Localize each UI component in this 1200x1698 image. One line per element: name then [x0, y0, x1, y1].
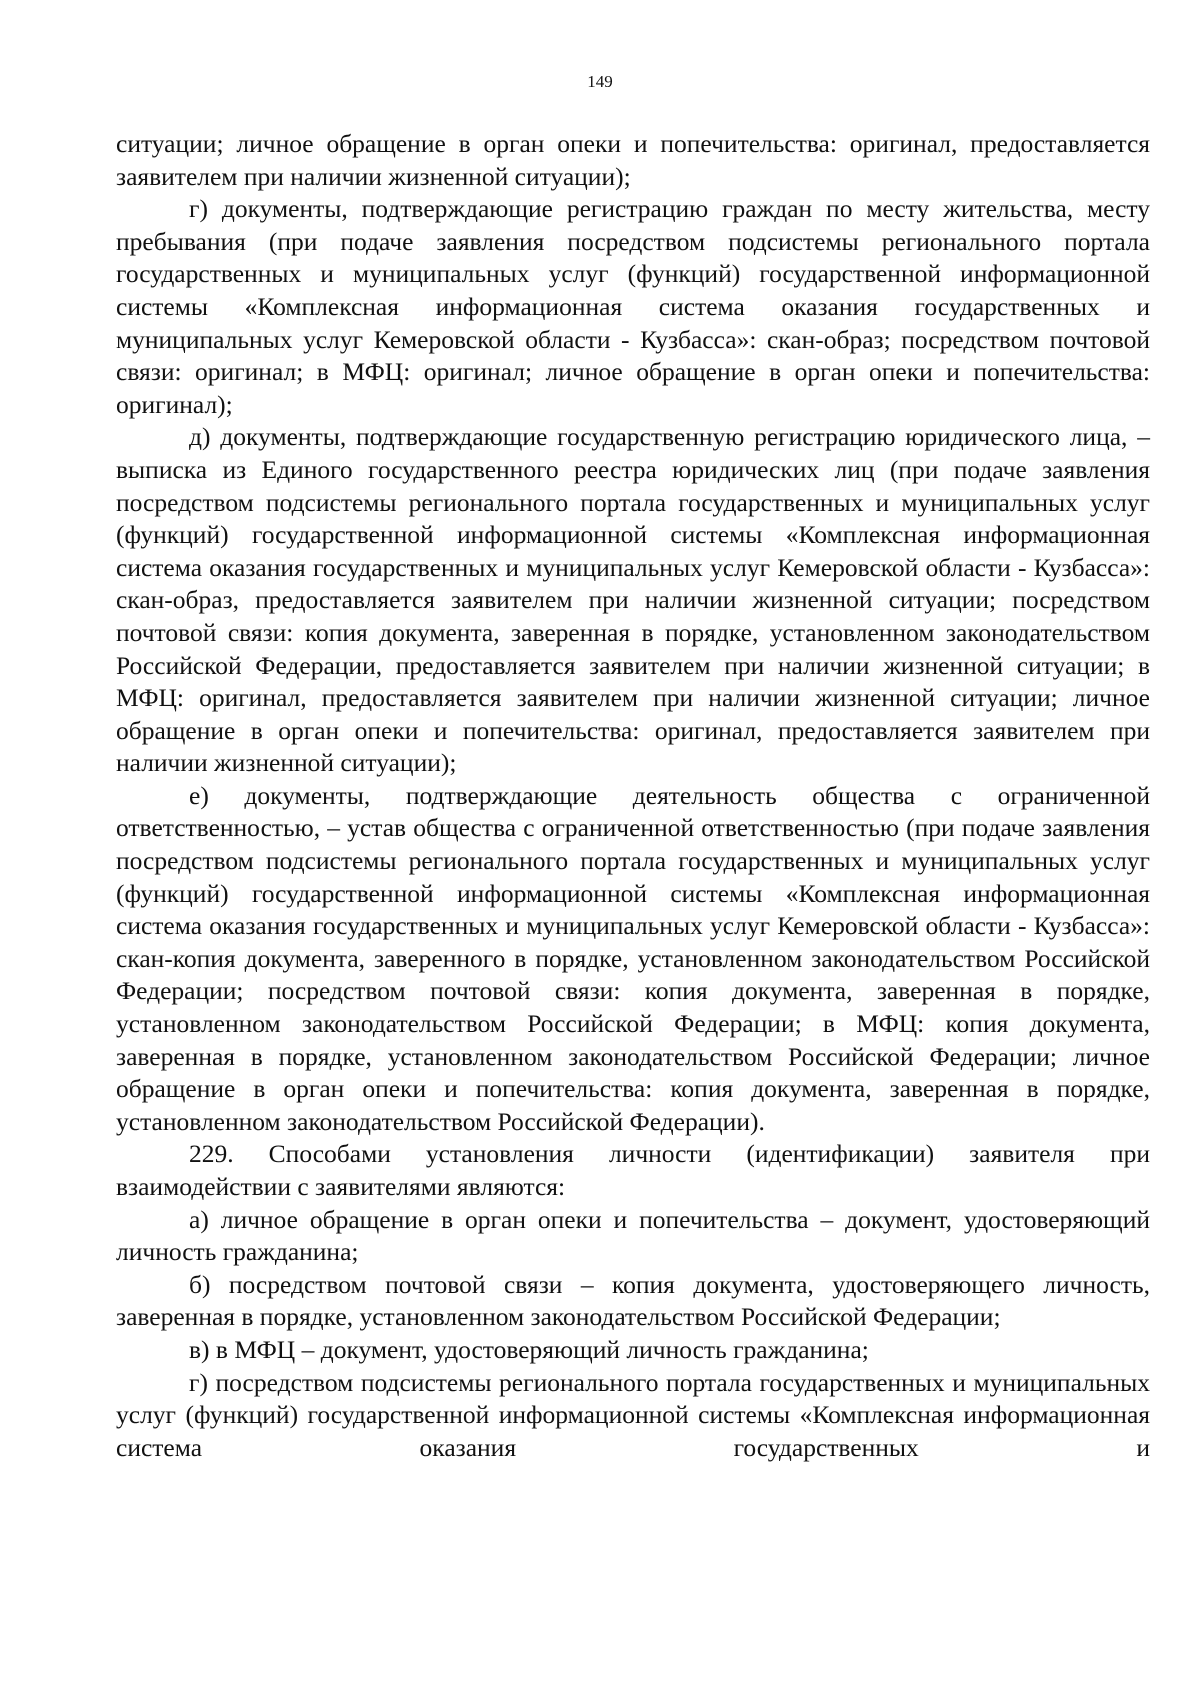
paragraph-item-b-postal: б) посредством почтовой связи – копия документа, удостоверяющего личность, заверенная в порядке, установленном законодательством Российской Федерации; — [116, 1269, 1150, 1332]
paragraph-item-g-registration: г) документы, подтверждающие регистрацию граждан по месту жительства, месту пребывания (при подаче заявления посредством подсистемы регионального портала государственных и муниципальных услуг (функций) государственной информационной системы «Комплексная информационная система оказания государственных и муниципальных услуг Кемеровской области - Кузбасса»: скан-образ; посредством почтовой связи: оригинал; в МФЦ: оригинал; личное обращение в орган опеки и попечительства: оригинал); — [116, 194, 1150, 419]
paragraph-item-e-llc-charter: е) документы, подтверждающие деятельность общества с ограниченной ответственностью, – устав общества с ограниченной ответственностью (при подаче заявления посредством подсистемы регионального портала государственных и муниципальных услуг (функций) государственной информационной системы «Комплексная информационная система оказания государственных и муниципальных услуг Кемеровской области - Кузбасса»: скан-копия документа, заверенного в порядке, установленном законодательством Российской Федерации; посредством почтовой связи: копия документа, заверенная в порядке, установленном законодательством Российской Федерации; в МФЦ: копия документа, заверенная в порядке, установленном законодательством Российской Федерации; личное обращение в орган опеки и попечительства: копия документа, заверенная в порядке, установленном законодательством Российской Федерации). — [116, 780, 1150, 1136]
paragraph-item-a-personal-visit: а) личное обращение в орган опеки и попечительства – документ, удостоверяющий личность гражданина; — [116, 1204, 1150, 1267]
paragraph-item-v-mfc: в) в МФЦ – документ, удостоверяющий личность гражданина; — [189, 1334, 869, 1364]
paragraph-229-identification: 229. Способами установления личности (идентификации) заявителя при взаимодействии с заявителями являются: — [116, 1139, 1150, 1201]
paragraph-item-d-legal-entity: д) документы, подтверждающие государственную регистрацию юридического лица, – выписка из Единого государственного реестра юридических лиц (при подаче заявления посредством подсистемы регионального портала государственных и муниципальных услуг (функций) государственной информационной системы «Комплексная информационная система оказания государственных и муниципальных услуг Кемеровской области - Кузбасса»: скан-образ, предоставляется заявителем при наличии жизненной ситуации; посредством почтовой связи: копия документа, заверенная в порядке, установленном законодательством Российской Федерации, предоставляется заявителем при наличии жизненной ситуации; в МФЦ: оригинал, предоставляется заявителем при наличии жизненной ситуации; личное обращение в орган опеки и попечительства: оригинал, предоставляется заявителем при наличии жизненной ситуации); — [116, 422, 1150, 778]
page-number: 149 — [587, 72, 613, 91]
document-body — [116, 128, 1150, 1464]
paragraph-continuation: ситуации; личное обращение в орган опеки и попечительства: оригинал, предоставляется заявителем при наличии жизненной ситуации); — [116, 129, 1150, 191]
paragraph-item-g-portal: г) посредством подсистемы регионального портала государственных и муниципальных услуг (функций) государственной информационной системы «Комплексная информационная система оказания государственных и — [116, 1367, 1150, 1462]
